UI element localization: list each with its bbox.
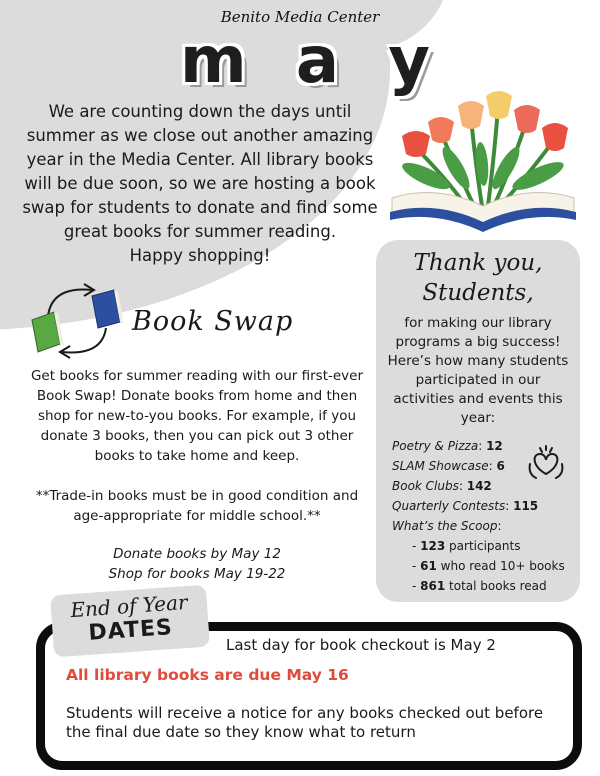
shop-for-date: Shop for books May 19-22 bbox=[108, 566, 286, 582]
scoop-label: What’s the Scoop bbox=[392, 519, 498, 533]
list-item bbox=[412, 576, 576, 596]
participation-stats bbox=[392, 436, 576, 596]
thank-you-title-line: Students, bbox=[422, 280, 534, 306]
scoop-list bbox=[392, 536, 576, 596]
book-swap-body: Get books for summer reading with our first-ever Book Swap! Donate books from home and then shop for new-to-you books. For example, if you donate 3 books, then you can pick out 3 other books to take home and keep. bbox=[30, 368, 364, 464]
notice-text: Students will receive a notice for any books checked out before the final due date so they know what to return bbox=[66, 704, 544, 741]
stat-name: Poetry & Pizza bbox=[392, 439, 479, 453]
checkout-deadline: Last day for book checkout is May 2 bbox=[226, 636, 496, 654]
stat-row: Quarterly Contests: 115 bbox=[392, 499, 539, 513]
book-swap-title: Book Swap bbox=[132, 306, 294, 337]
list-item bbox=[412, 536, 576, 556]
month-letter: a bbox=[295, 24, 340, 98]
due-date-alert: All library books are due May 16 bbox=[66, 666, 349, 684]
stat-value: 115 bbox=[513, 499, 539, 513]
stat-row: What’s the Scoop: bbox=[392, 519, 502, 533]
thank-you-lead: for making our library programs a big success! Here’s how many students participated in our activities and events this year: bbox=[387, 315, 569, 426]
thank-you-title-line: Thank you, bbox=[413, 250, 543, 276]
stat-value: 6 bbox=[496, 459, 505, 473]
scoop-value: 861 bbox=[420, 579, 446, 593]
end-of-year-tag bbox=[50, 585, 210, 658]
stat-row: Book Clubs: 142 bbox=[392, 479, 492, 493]
month-letter: m bbox=[180, 24, 247, 98]
scoop-value: 123 bbox=[420, 539, 446, 553]
stat-row: SLAM Showcase: 6 bbox=[392, 459, 505, 473]
stat-value: 142 bbox=[466, 479, 492, 493]
scoop-value: 61 bbox=[420, 559, 437, 573]
stat-name: Quarterly Contests bbox=[392, 499, 506, 513]
scoop-text: who read 10+ books bbox=[436, 559, 565, 573]
book-swap-note: **Trade-in books must be in good condition and age-appropriate for middle school.** bbox=[35, 488, 359, 524]
end-of-year-tag-script: End of Year bbox=[69, 589, 189, 623]
book-swap-dates bbox=[22, 544, 372, 584]
stat-name: SLAM Showcase bbox=[392, 459, 489, 473]
list-item bbox=[412, 556, 576, 576]
media-center-subtitle: Benito Media Center bbox=[220, 8, 380, 26]
stat-row: Poetry & Pizza: 12 bbox=[392, 439, 503, 453]
thank-you-card bbox=[376, 240, 580, 602]
intro-closing: Happy shopping! bbox=[129, 246, 271, 265]
thank-you-title bbox=[376, 248, 580, 308]
month-letter: y bbox=[388, 24, 430, 98]
stat-name: Book Clubs bbox=[392, 479, 459, 493]
swap-arrows-icon bbox=[28, 282, 128, 360]
end-of-year-tag-bold: DATES bbox=[87, 615, 174, 646]
month-title bbox=[180, 26, 430, 96]
scoop-text: participants bbox=[445, 539, 521, 553]
donate-by-date: Donate books by May 12 bbox=[113, 546, 281, 562]
stat-value: 12 bbox=[486, 439, 503, 453]
tulip-book-illustration bbox=[386, 88, 580, 238]
intro-paragraph bbox=[20, 100, 380, 268]
scoop-text: total books read bbox=[445, 579, 547, 593]
intro-text: We are counting down the days until summer as we close out another amazing year in the Media Center. All library books will be due soon, so we are hosting a book swap for students to donate and find some great books for summer reading. bbox=[22, 102, 378, 241]
